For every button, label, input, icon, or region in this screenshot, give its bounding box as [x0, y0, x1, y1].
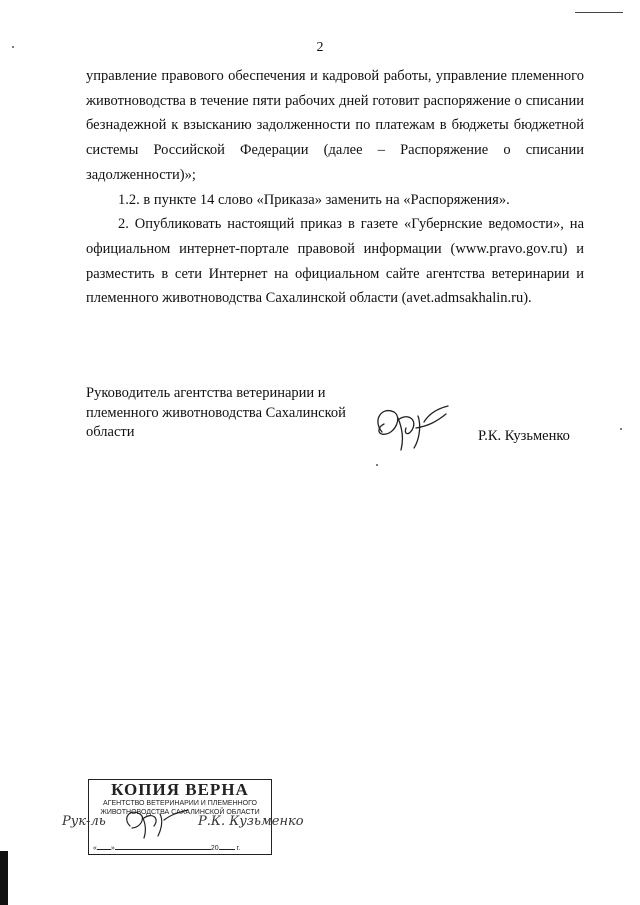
top-edge-mark: [575, 12, 623, 13]
stamp-date-year: 20: [210, 845, 219, 852]
signatory-title-line: племенного животноводства Сахалинской: [86, 404, 346, 421]
signatory-title-line: области: [86, 424, 135, 440]
paragraph-item-1-2: 1.2. в пункте 14 слово «Приказа» заменить на «Распоряжения».: [118, 191, 510, 208]
signatory-title-line: Руководитель агентства ветеринарии и: [86, 385, 326, 401]
stamp-date-line: [93, 845, 240, 852]
scan-edge-bar: [0, 851, 8, 905]
paragraph-continuation: управление правового обеспечения и кадровой работы, управление племенного животноводства в течение пяти рабочих дней готовит распоряжение о списании безнадежной к взысканию задолженности по платежам в бюджеты бюджетной системы Российской Федерации (далее – Распоряжение о списании задолженности)»;: [86, 68, 584, 183]
signatory-title: [86, 384, 366, 443]
scan-speck: [620, 428, 622, 430]
stamp-agency-line: АГЕНТСТВО ВЕТЕРИНАРИИ И ПЛЕМЕННОГО: [103, 800, 257, 807]
page-number: 2: [316, 40, 324, 55]
stamp-date-quote: »: [110, 845, 115, 852]
handwritten-signature: [368, 398, 458, 458]
stamp-date-suffix: г.: [236, 845, 241, 852]
stamp-date-quote: «: [93, 845, 97, 852]
stamp-signature: [120, 806, 190, 840]
paragraph-item-2: 2. Опубликовать настоящий приказ в газете «Губернские ведомости», на официальном интернет-портале правовой информации (www.pravo.gov.ru) и разместить в сети Интернет на официальном сайте агентства ветеринарии и племенного животноводства Сахалинской области (avet.admsakhalin.ru).: [86, 216, 584, 307]
scan-speck: [12, 46, 14, 48]
stamp-handwritten-note: [62, 814, 304, 829]
signer-name: Р.К. Кузьменко: [478, 428, 570, 444]
handwritten-position: Рук-ль: [62, 814, 106, 829]
stamp-agency-line: ЖИВОТНОВОДСТВА САХАЛИНСКОЙ ОБЛАСТИ: [100, 809, 260, 816]
stamp-title: КОПИЯ ВЕРНА: [111, 780, 249, 799]
scan-speck: [376, 464, 378, 466]
document-body: [86, 64, 584, 311]
handwritten-name: Р.К. Кузьменко: [198, 814, 304, 829]
